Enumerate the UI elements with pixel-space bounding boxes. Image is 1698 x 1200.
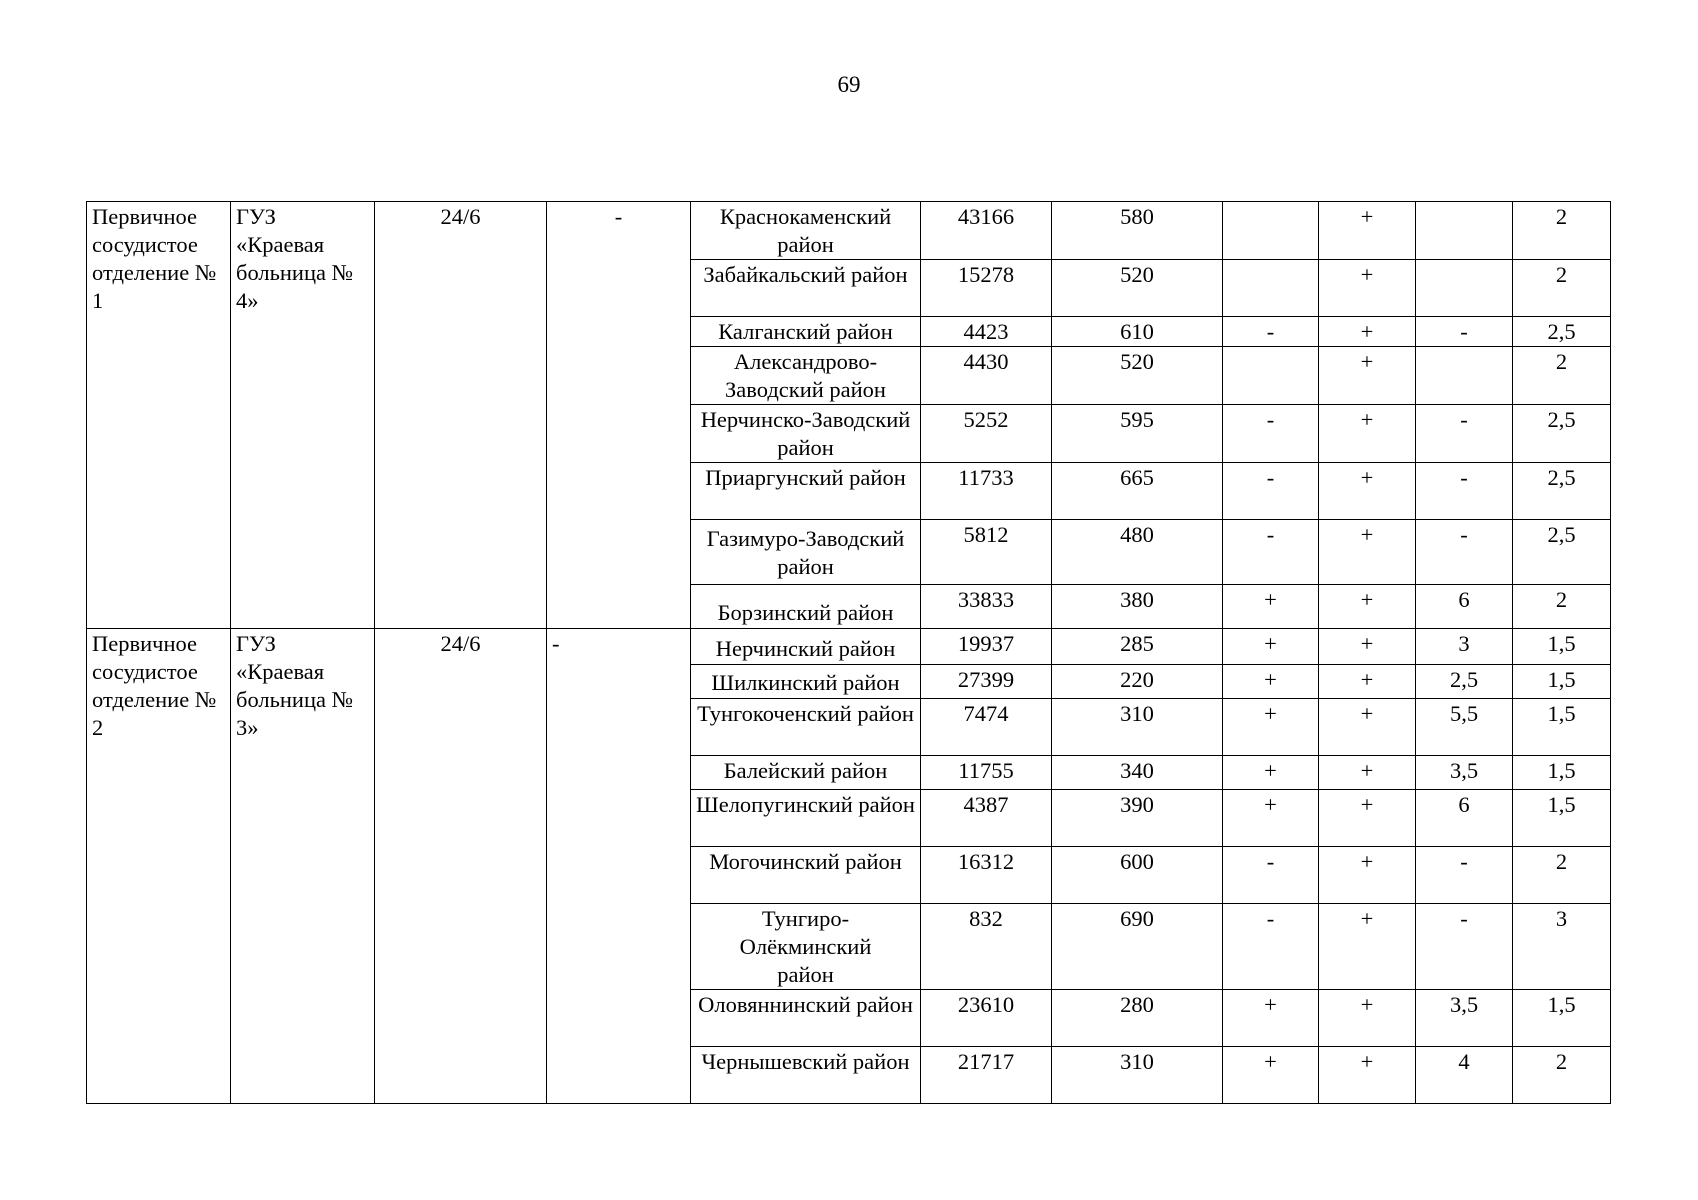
- population: 5812: [921, 520, 1052, 585]
- indicator-2: +: [1319, 699, 1416, 756]
- indicator-1: +: [1223, 756, 1319, 790]
- indicator-3: 3,5: [1416, 990, 1513, 1047]
- indicator-2: +: [1319, 520, 1416, 585]
- department-name: Первичное сосудистое отделение № 1: [87, 202, 231, 629]
- distance: 310: [1052, 1047, 1223, 1104]
- distance: 480: [1052, 520, 1223, 585]
- population: 4423: [921, 317, 1052, 347]
- indicator-3: [1416, 347, 1513, 405]
- indicator-2: +: [1319, 585, 1416, 629]
- district-name: Калганский район: [691, 317, 921, 347]
- distance: 580: [1052, 202, 1223, 260]
- indicator-2: +: [1319, 202, 1416, 260]
- indicator-3: [1416, 202, 1513, 260]
- indicator-2: +: [1319, 847, 1416, 904]
- distance: 220: [1052, 665, 1223, 699]
- district-name: Чернышевский район: [691, 1047, 921, 1104]
- indicator-2: +: [1319, 405, 1416, 463]
- population: 27399: [921, 665, 1052, 699]
- district-name: Тунгиро-Олёкминский район: [691, 904, 921, 990]
- population: 16312: [921, 847, 1052, 904]
- population: 11733: [921, 463, 1052, 520]
- indicator-4: 1,5: [1513, 629, 1611, 665]
- population: 4430: [921, 347, 1052, 405]
- indicator-3: -: [1416, 520, 1513, 585]
- indicator-2: +: [1319, 756, 1416, 790]
- district-name: Шилкинский район: [691, 665, 921, 699]
- indicator-1: +: [1223, 665, 1319, 699]
- table-row: [87, 629, 1611, 665]
- indicator-2: +: [1319, 904, 1416, 990]
- district-name: Балейский район: [691, 756, 921, 790]
- population: 11755: [921, 756, 1052, 790]
- work-schedule: 24/6: [375, 629, 547, 1104]
- district-name: Александрово-Заводский район: [691, 347, 921, 405]
- indicator-2: +: [1319, 990, 1416, 1047]
- indicator-4: 2,5: [1513, 463, 1611, 520]
- population: 7474: [921, 699, 1052, 756]
- indicator-3: -: [1416, 904, 1513, 990]
- indicator-4: 2: [1513, 1047, 1611, 1104]
- indicator-3: -: [1416, 463, 1513, 520]
- distance: 280: [1052, 990, 1223, 1047]
- district-name: Тунгокоченский район: [691, 699, 921, 756]
- indicator-2: +: [1319, 347, 1416, 405]
- indicator-2: +: [1319, 665, 1416, 699]
- population: 19937: [921, 629, 1052, 665]
- indicator-1: +: [1223, 1047, 1319, 1104]
- indicator-4: 1,5: [1513, 790, 1611, 847]
- indicator-4: 2,5: [1513, 317, 1611, 347]
- indicator-4: 2: [1513, 260, 1611, 317]
- indicator-4: 2,5: [1513, 520, 1611, 585]
- district-name: Борзинский район: [691, 585, 921, 629]
- distance: 380: [1052, 585, 1223, 629]
- indicator-1: -: [1223, 520, 1319, 585]
- indicator-1: [1223, 347, 1319, 405]
- indicator-1: +: [1223, 699, 1319, 756]
- dash-cell: -: [547, 629, 691, 1104]
- district-name: Приаргунский район: [691, 463, 921, 520]
- indicator-3: 2,5: [1416, 665, 1513, 699]
- indicator-4: 2: [1513, 347, 1611, 405]
- indicator-3: 6: [1416, 585, 1513, 629]
- indicator-3: 6: [1416, 790, 1513, 847]
- distance: 340: [1052, 756, 1223, 790]
- table-row: [87, 202, 1611, 260]
- district-name: Забайкальский район: [691, 260, 921, 317]
- distance: 520: [1052, 347, 1223, 405]
- population: 21717: [921, 1047, 1052, 1104]
- distance: 285: [1052, 629, 1223, 665]
- indicator-2: +: [1319, 629, 1416, 665]
- indicator-3: -: [1416, 405, 1513, 463]
- indicator-1: -: [1223, 904, 1319, 990]
- hospital-name: ГУЗ «Краевая больница № 3»: [231, 629, 375, 1104]
- indicator-1: -: [1223, 317, 1319, 347]
- population: 33833: [921, 585, 1052, 629]
- district-name: Шелопугинский район: [691, 790, 921, 847]
- population: 5252: [921, 405, 1052, 463]
- indicator-4: 1,5: [1513, 699, 1611, 756]
- indicator-1: -: [1223, 405, 1319, 463]
- indicator-1: [1223, 260, 1319, 317]
- indicator-1: +: [1223, 629, 1319, 665]
- indicator-3: [1416, 260, 1513, 317]
- indicator-3: 5,5: [1416, 699, 1513, 756]
- distance: 595: [1052, 405, 1223, 463]
- indicator-2: +: [1319, 1047, 1416, 1104]
- indicator-4: 2,5: [1513, 405, 1611, 463]
- population: 23610: [921, 990, 1052, 1047]
- population: 15278: [921, 260, 1052, 317]
- indicator-2: +: [1319, 317, 1416, 347]
- distance: 520: [1052, 260, 1223, 317]
- population: 832: [921, 904, 1052, 990]
- hospital-name: ГУЗ «Краевая больница № 4»: [231, 202, 375, 629]
- indicator-4: 3: [1513, 904, 1611, 990]
- indicator-1: -: [1223, 847, 1319, 904]
- distance: 600: [1052, 847, 1223, 904]
- indicator-4: 1,5: [1513, 990, 1611, 1047]
- indicator-3: -: [1416, 317, 1513, 347]
- district-name: Газимуро-Заводский район: [691, 520, 921, 585]
- indicator-3: 3,5: [1416, 756, 1513, 790]
- indicator-1: [1223, 202, 1319, 260]
- indicator-1: -: [1223, 463, 1319, 520]
- indicator-3: 3: [1416, 629, 1513, 665]
- distance: 665: [1052, 463, 1223, 520]
- dash-cell: -: [547, 202, 691, 629]
- district-name: Оловяннинский район: [691, 990, 921, 1047]
- indicator-2: +: [1319, 790, 1416, 847]
- distance: 610: [1052, 317, 1223, 347]
- indicator-4: 2: [1513, 585, 1611, 629]
- work-schedule: 24/6: [375, 202, 547, 629]
- distance: 310: [1052, 699, 1223, 756]
- indicator-3: -: [1416, 847, 1513, 904]
- indicator-4: 2: [1513, 202, 1611, 260]
- population: 43166: [921, 202, 1052, 260]
- district-name: Нерчинский район: [691, 629, 921, 665]
- indicator-4: 1,5: [1513, 756, 1611, 790]
- indicator-1: +: [1223, 990, 1319, 1047]
- district-name: Краснокаменский район: [691, 202, 921, 260]
- indicator-4: 1,5: [1513, 665, 1611, 699]
- indicator-2: +: [1319, 463, 1416, 520]
- population: 4387: [921, 790, 1052, 847]
- indicator-3: 4: [1416, 1047, 1513, 1104]
- indicator-4: 2: [1513, 847, 1611, 904]
- hospital-districts-table: [86, 201, 1611, 1104]
- department-name: Первичное сосудистое отделение № 2: [87, 629, 231, 1104]
- indicator-2: +: [1319, 260, 1416, 317]
- distance: 690: [1052, 904, 1223, 990]
- indicator-1: +: [1223, 790, 1319, 847]
- distance: 390: [1052, 790, 1223, 847]
- district-name: Могочинский район: [691, 847, 921, 904]
- indicator-1: +: [1223, 585, 1319, 629]
- district-name: Нерчинско-Заводский район: [691, 405, 921, 463]
- page-number: 69: [837, 72, 861, 97]
